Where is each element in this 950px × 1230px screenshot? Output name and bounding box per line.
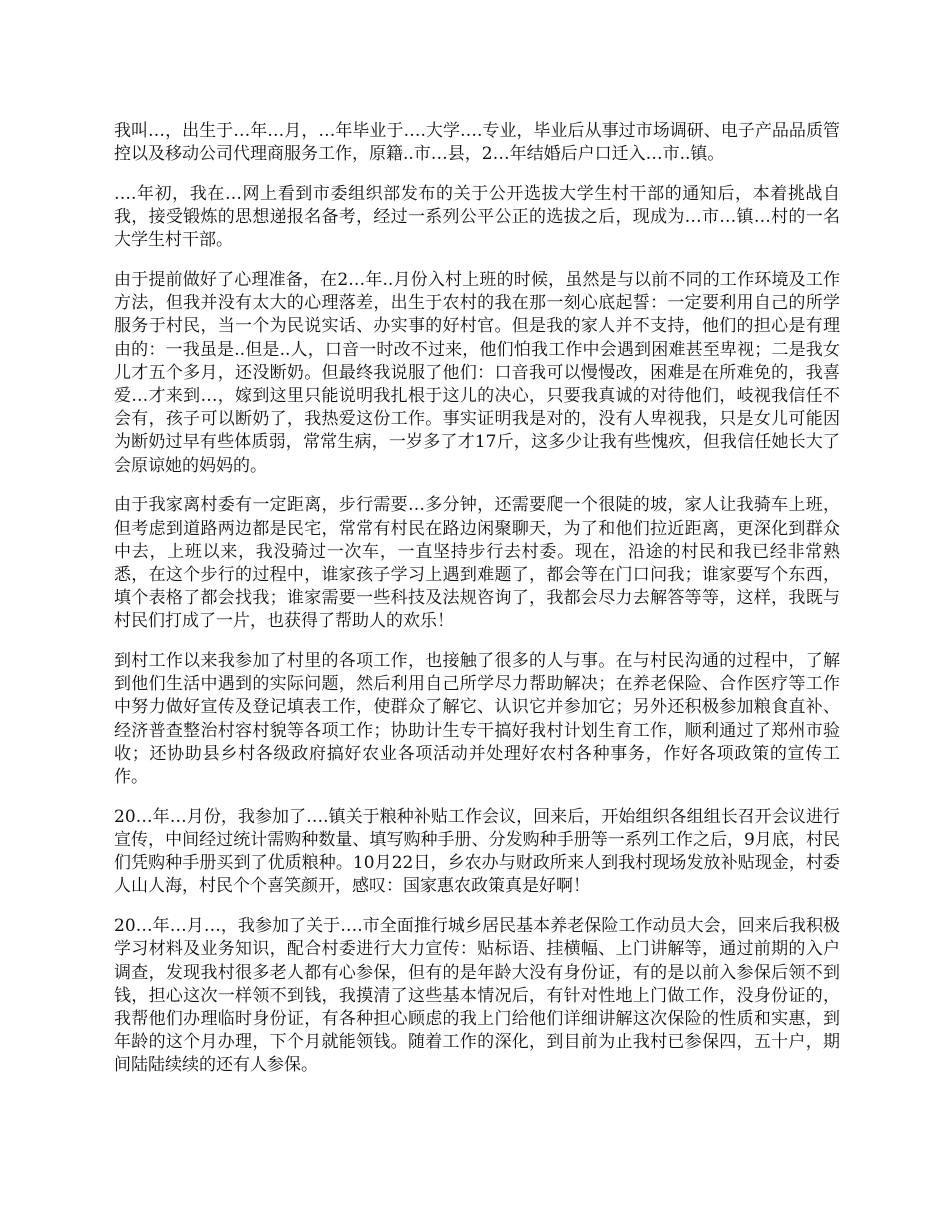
document-body <box>114 120 840 1094</box>
paragraph-walking-to-work: 由于我家离村委有一定距离，步行需要…多分钟，还需要爬一个很陡的坡，家人让我骑车上班，但考虑到道路两边都是民宅，常常有村民在路边闲聚聊天，为了和他们拉近距离，更深化到群众中去，上班以来，我没骑过一次车，一直坚持步行去村委。现在，沿途的村民和我已经非常熟悉，在这个步行的过程中，谁家孩子学习上遇到难题了，都会等在门口问我；谁家要写个东西，填个表格了都会找我；谁家需要一些科技及法规咨询了，我都会尽力去解答等等，这样，我既与村民们打成了一片，也获得了帮助人的欢乐！ <box>114 495 840 632</box>
paragraph-family-support: 由于提前做好了心理准备，在2…年..月份入村上班的时候，虽然是与以前不同的工作环境及工作方法，但我并没有太大的心理落差，出生于农村的我在那一刻心底起誓：一定要利用自己的所学服务于村民，当一个为民说实话、办实事的好村官。但是我的家人并不支持，他们的担心是有理由的：一我虽是..但是..人，口音一时改不过来，他们怕我工作中会遇到困难甚至卑视；二是我女儿才五个多月，还没断奶。但最终我说服了他们：口音我可以慢慢改，困难是在所难免的，我喜爱…才来到…，嫁到这里只能说明我扎根于这儿的决心，只要我真诚的对待他们，岐视我信任不会有，孩子可以断奶了，我热爱这份工作。事实证明我是对的，没有人卑视我，只是女儿可能因为断奶过早有些体质弱，常常生病，一岁多了才17斤，这多少让我有些愧疚，但我信任她长大了会原谅她的妈妈的。 <box>114 270 840 476</box>
paragraph-pension-insurance: 20…年…月…，我参加了关于….市全面推行城乡居民基本养老保险工作动员大会，回来后我积极学习材料及业务知识，配合村委进行大力宣传：贴标语、挂横幅、上门讲解等，通过前期的入户调查，发现我村很多老人都有心参保，但有的是年龄大没有身份证，有的是以前入参保后领不到钱，担心这次一样领不到钱，我摸清了这些基本情况后，有针对性地上门做工作，没身份证的，我帮他们办理临时身份证，有各种担心顾虑的我上门给他们详细讲解这次保险的性质和实惠，到年龄的这个月办理，下个月就能领钱。随着工作的深化，到目前为止我村已参保四，五十户，期间陆陆续续的还有人参保。 <box>114 916 840 1076</box>
paragraph-intro: 我叫…，出生于…年…月，…年毕业于….大学….专业，毕业后从事过市场调研、电子产品品质管控以及移动公司代理商服务工作，原籍..市…县，2…年结婚后户口迁入…市..镇。 <box>114 121 840 165</box>
paragraph-village-work: 到村工作以来我参加了村里的各项工作，也接触了很多的人与事。在与村民沟通的过程中，了解到他们生活中遇到的实际问题，然后利用自己所学尽力帮助解决；在养老保险、合作医疗等工作中努力做好宣传及登记填表工作，使群众了解它、认识它并参加它；另外还积极参加粮食直补、经济普查整治村容村貌等各项工作；协助计生专干搞好我村计划生育工作，顺利通过了郑州市验收；还协助县乡村各级政府搞好农业各项活动并处理好农村各种事务，作好各项政策的宣传工作。 <box>114 651 840 788</box>
paragraph-seed-subsidy: 20…年…月份，我参加了….镇关于粮种补贴工作会议，回来后，开始组织各组组长召开会议进行宣传，中间经过统计需购种数量、填写购种手册、分发购种手册等一系列工作之后，9月底，村民们凭购种手册买到了优质粮种。10月22日，乡农办与财政所来人到我村现场发放补贴现金，村委人山人海，村民个个喜笑颜开，感叹：国家惠农政策真是好啊！ <box>114 806 840 897</box>
paragraph-selection: ….年初，我在…网上看到市委组织部发布的关于公开选拔大学生村干部的通知后，本着挑战自我，接受锻炼的思想递报名备考，经过一系列公平公正的选拔之后，现成为…市…镇…村的一名大学生村干部。 <box>114 183 840 251</box>
